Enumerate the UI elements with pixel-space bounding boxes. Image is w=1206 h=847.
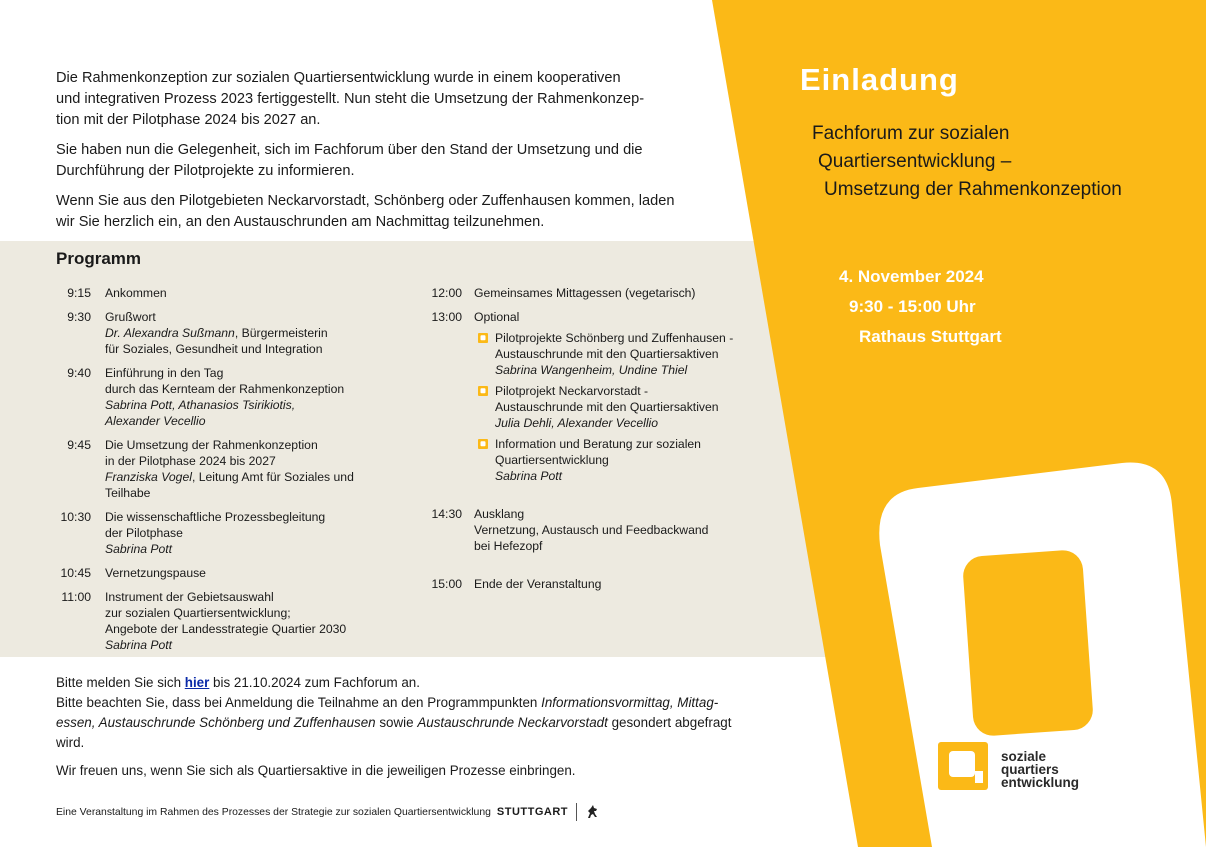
program-entry: 15:00 Ende der Veranstaltung	[425, 576, 775, 592]
intro-paragraph-2: Sie haben nun die Gelegenheit, sich im Fachforum über den Stand der Umsetzung und die Durchführung der Pilotprojekte zu informieren.	[56, 142, 643, 179]
footer-divider	[576, 803, 577, 821]
program-title: Programm	[56, 249, 142, 268]
program-entry: 11:00 Instrument der Gebietsauswahl zur sozialen Quartiersentwicklung; Angebote der Landesstrategie Quartier 2030 Sabrina Pott	[56, 589, 386, 653]
quartier-bullet-icon	[478, 439, 488, 449]
invitation-title: Einladung	[800, 62, 959, 97]
invitation-subtitle-line: Fachforum zur sozialen	[812, 123, 1010, 144]
invitation-subtitle-line: Umsetzung der Rahmenkonzeption	[824, 179, 1122, 200]
program-entry: 13:00 Optional Pilotprojekte Schönberg und Zuffenhausen - Austauschrunde mit den Quartiersaktiven Sabrina Wangenheim, Undine Thiel Pilotprojekt Neckarvorstadt - Austauschrunde mit den Quartiersaktiven Julia Dehli, Alexander Vecellio Information und Beratung zur sozialen Quartiersentwicklung Sabrina Pott	[425, 309, 775, 484]
registration-text	[56, 673, 791, 789]
program-entry: 10:30 Die wissenschaftliche Prozessbegleitung der Pilotphase Sabrina Pott	[56, 509, 386, 557]
entry-time: 10:45	[60, 566, 91, 580]
event-place: Rathaus Stuttgart	[859, 327, 1002, 346]
entry-time: 11:00	[61, 590, 91, 604]
intro-paragraph-3: Wenn Sie aus den Pilotgebieten Neckarvorstadt, Schönberg oder Zuffenhausen kommen, laden wir Sie herzlich ein, an den Austauschrunden am Nachmittag teilzunehmen.	[56, 193, 675, 230]
entry-time: 12:00	[431, 286, 462, 300]
speaker-name: Julia Dehli, Alexander Vecellio	[495, 416, 659, 430]
speaker-name: Sabrina Pott	[105, 542, 173, 556]
program-entry: 9:30 Grußwort Dr. Alexandra Sußmann, Bürgermeisterin für Soziales, Gesundheit und Integration	[56, 309, 386, 357]
optional-item: Information und Beratung zur sozialen Quartiersentwicklung Sabrina Pott	[474, 436, 733, 484]
entry-time: 10:30	[60, 510, 91, 524]
optional-item: Pilotprojekt Neckarvorstadt - Austauschrunde mit den Quartiersaktiven Julia Dehli, Alexander Vecellio	[474, 383, 733, 431]
stuttgart-logo: STUTTGART	[496, 806, 569, 818]
event-time: 9:30 - 15:00 Uhr	[849, 297, 976, 316]
logo-wordmark: soziale quartiers entwicklung	[1001, 749, 1080, 790]
program-entry: 14:30 Ausklang Vernetzung, Austausch und Feedbackwand bei Hefezopf	[425, 506, 775, 554]
registration-link[interactable]: hier	[184, 675, 210, 690]
quartier-bullet-icon	[478, 386, 488, 396]
footer-text: Eine Veranstaltung im Rahmen des Prozesses der Strategie zur sozialen Quartiersentwicklung	[56, 806, 491, 818]
event-date: 4. November 2024	[839, 267, 984, 286]
entry-time: 9:30	[67, 310, 91, 324]
invitation-subtitle-line: Quartiersentwicklung –	[818, 151, 1012, 172]
speaker-name: Dr. Alexandra Sußmann	[105, 326, 235, 340]
entry-time: 9:40	[67, 366, 91, 380]
program-column-left	[56, 285, 386, 661]
entry-time: 14:30	[431, 507, 462, 521]
registration-paragraph: Bitte melden Sie sich hier bis 21.10.2024 zum Fachforum an. Bitte beachten Sie, dass bei Anmeldung die Teilnahme an den Programmpunkten Informationsvormittag, Mittag- essen, Austauschrunde Schönberg und Zuffenhausen sowie Austauschrunde Neckarvorstadt gesondert abgefragt wird.	[56, 675, 732, 750]
entry-time: 15:00	[431, 577, 462, 591]
speaker-name: Sabrina Pott, Athanasios Tsirikiotis,	[105, 398, 296, 412]
entry-time: 9:45	[67, 438, 91, 452]
program-entry: 9:45 Die Umsetzung der Rahmenkonzeption in der Pilotphase 2024 bis 2027 Franziska Vogel, Leitung Amt für Soziales und Teilhabe	[56, 437, 386, 501]
program-entry: 10:45 Vernetzungspause	[56, 565, 386, 581]
optional-item: Pilotprojekte Schönberg und Zuffenhausen - Austauschrunde mit den Quartiersaktiven Sabrina Wangenheim, Undine Thiel	[474, 330, 733, 378]
entry-time: 9:15	[67, 286, 91, 300]
entry-time: 13:00	[431, 310, 462, 324]
program-entry: 9:40 Einführung in den Tag durch das Kernteam der Rahmenkonzeption Sabrina Pott, Athanasios Tsirikiotis, Alexander Vecellio	[56, 365, 386, 429]
stuttgart-horse-icon	[585, 804, 599, 820]
speaker-name: Alexander Vecellio	[105, 414, 206, 428]
speaker-name: Sabrina Pott	[495, 469, 563, 483]
quartier-bullet-icon	[478, 333, 488, 343]
logo-mark-small	[938, 742, 988, 790]
speaker-name: Sabrina Wangenheim, Undine Thiel	[495, 363, 688, 377]
speaker-name: Franziska Vogel	[105, 470, 192, 484]
footer	[56, 803, 599, 821]
program-entry: 12:00 Gemeinsames Mittagessen (vegetarisch)	[425, 285, 775, 301]
speaker-name: Sabrina Pott	[105, 638, 173, 652]
intro-paragraph-1: Die Rahmenkonzeption zur sozialen Quartiersentwicklung wurde in einem kooperativen und integrativen Prozess 2023 fertiggestellt. Nun steht die Umsetzung der Rahmenkonzep- tion mit der Pilotphase 2024 bis 2027 an.	[56, 70, 645, 128]
program-entry: 9:15 Ankommen	[56, 285, 386, 301]
program-column-right	[425, 285, 775, 600]
intro-text	[56, 68, 746, 242]
closing-text: Wir freuen uns, wenn Sie sich als Quartiersaktive in die jeweiligen Prozesse einbringen.	[56, 763, 576, 778]
